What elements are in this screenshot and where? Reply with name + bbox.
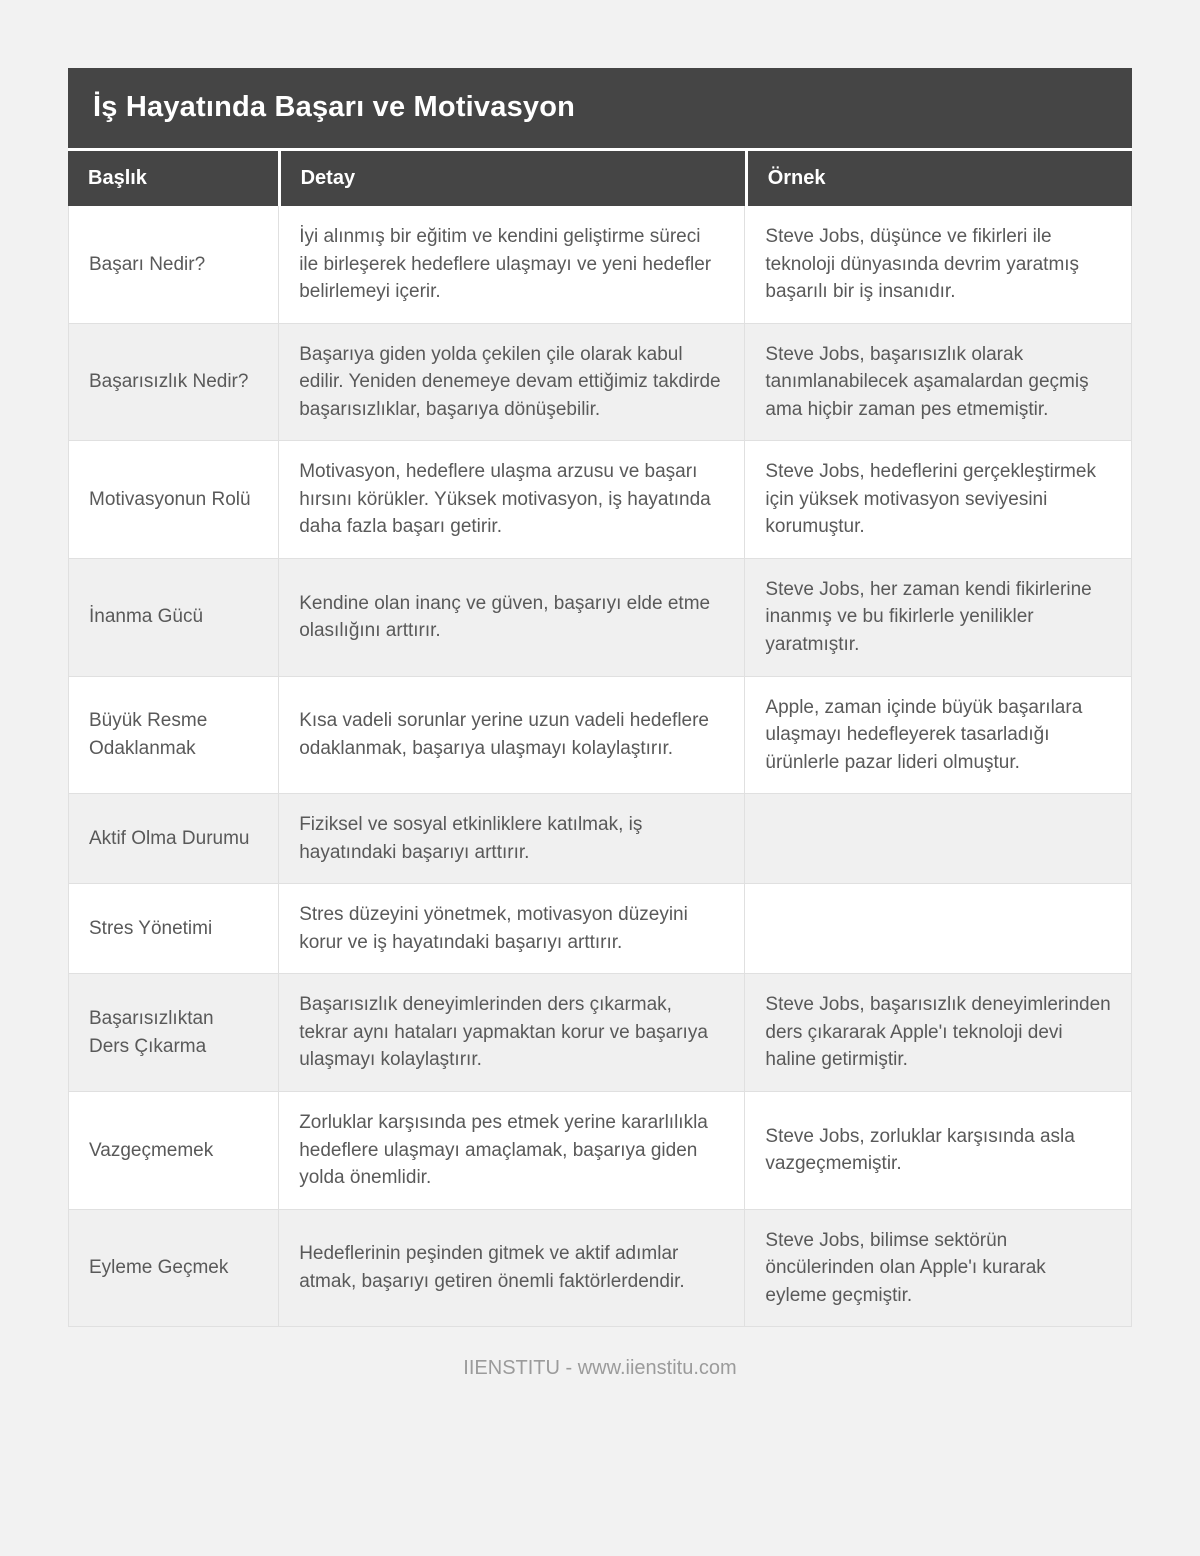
detay-cell: Başarıya giden yolda çekilen çile olarak kabul edilir. Yeniden denemeye devam ettiğimiz takdirde başarısızlıklar, başarıya dönüşebilir. [278,324,744,441]
table-row [69,973,1131,1091]
detay-cell: Kısa vadeli sorunlar yerine uzun vadeli hedeflere odaklanmak, başarıya ulaşmayı kolaylaştırır. [278,677,744,794]
table-row [69,883,1131,973]
ornek-cell: Steve Jobs, bilimse sektörün öncülerinden olan Apple'ı kurarak eyleme geçmiştir. [744,1210,1131,1327]
column-header-baslik: Başlık [88,167,147,189]
baslik-cell: Stres Yönetimi [89,918,213,940]
ornek-cell: Apple, zaman içinde büyük başarılara ulaşmayı hedefleyerek tasarladığı ürünlerle pazar lideri olmuştur. [744,677,1131,794]
baslik-cell: Başarı Nedir? [89,253,206,275]
detay-cell: Başarısızlık deneyimlerinden ders çıkarmak, tekrar aynı hataları yapmaktan korur ve başarıya ulaşmayı kolaylaştırır. [278,974,744,1091]
table-row [69,440,1131,558]
baslik-cell: İnanma Gücü [89,606,204,628]
table-row [69,676,1131,794]
baslik-cell: Vazgeçmemek [89,1139,214,1161]
success-motivation-table-card [68,68,1132,1327]
ornek-cell: Steve Jobs, her zaman kendi fikirlerine inanmış ve bu fikirlerle yenilikler yaratmıştır. [744,559,1131,676]
table-row [69,558,1131,676]
detay-cell: Motivasyon, hedeflere ulaşma arzusu ve başarı hırsını körükler. Yüksek motivasyon, iş hayatında daha fazla başarı getirir. [278,441,744,558]
baslik-cell: Başarısızlık Nedir? [89,371,249,393]
table-body [68,206,1132,1327]
ornek-cell: Steve Jobs, başarısızlık deneyimlerinden ders çıkararak Apple'ı teknoloji devi haline getirmiştir. [744,974,1131,1091]
baslik-cell: Eyleme Geçmek [89,1257,229,1279]
column-header-ornek: Örnek [745,151,1132,206]
detay-cell: İyi alınmış bir eğitim ve kendini geliştirme süreci ile birleşerek hedeflere ulaşmayı ve yeni hedefler belirlemeyi içerir. [278,206,744,323]
detay-cell: Stres düzeyini yönetmek, motivasyon düzeyini korur ve iş hayatındaki başarıyı arttırır. [278,884,744,973]
table-row [69,323,1131,441]
ornek-cell: Steve Jobs, hedeflerini gerçekleştirmek için yüksek motivasyon seviyesini korumuştur. [744,441,1131,558]
table-header-row [68,151,1132,206]
baslik-cell: Büyük Resme Odaklanmak [89,710,208,759]
detay-cell: Zorluklar karşısında pes etmek yerine kararlılıkla hedeflere ulaşmayı amaçlamak, başarıya giden yolda önemlidir. [278,1092,744,1209]
table-row [69,793,1131,883]
page-title: İş Hayatında Başarı ve Motivasyon [68,68,1132,151]
ornek-cell [744,794,1131,883]
ornek-cell: Steve Jobs, başarısızlık olarak tanımlanabilecek aşamalardan geçmiş ama hiçbir zaman pes etmemiştir. [744,324,1131,441]
column-header-detay: Detay [278,151,745,206]
detay-cell: Fiziksel ve sosyal etkinliklere katılmak, iş hayatındaki başarıyı arttırır. [278,794,744,883]
ornek-cell [744,884,1131,973]
table-row [69,1209,1131,1327]
ornek-cell: Steve Jobs, düşünce ve fikirleri ile teknoloji dünyasında devrim yaratmış başarılı bir iş insanıdır. [744,206,1131,323]
baslik-cell: Başarısızlıktan Ders Çıkarma [89,1008,214,1057]
table-row [69,206,1131,323]
table-row [69,1091,1131,1209]
baslik-cell: Aktif Olma Durumu [89,827,250,849]
footer-attribution: IIENSTITU - www.iienstitu.com [463,1357,737,1380]
detay-cell: Hedeflerinin peşinden gitmek ve aktif adımlar atmak, başarıyı getiren önemli faktörlerdendir. [278,1210,744,1327]
ornek-cell: Steve Jobs, zorluklar karşısında asla vazgeçmemiştir. [744,1092,1131,1209]
detay-cell: Kendine olan inanç ve güven, başarıyı elde etme olasılığını arttırır. [278,559,744,676]
baslik-cell: Motivasyonun Rolü [89,488,251,510]
